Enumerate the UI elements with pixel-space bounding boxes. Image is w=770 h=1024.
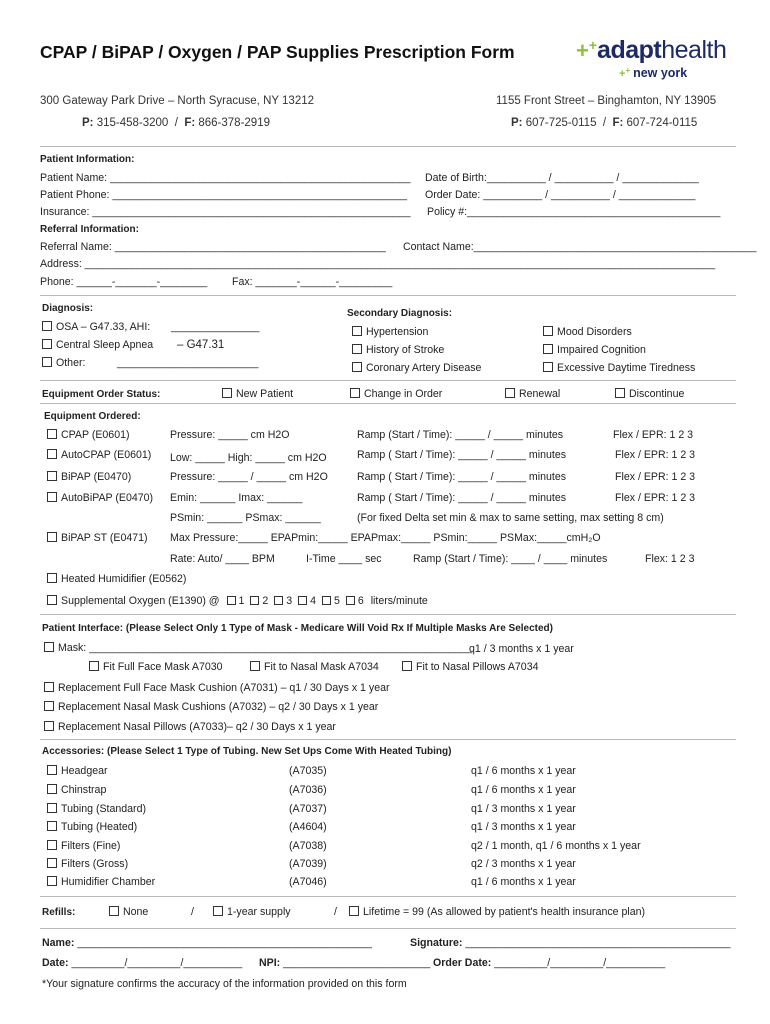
bipap-st-ramp[interactable]: Ramp (Start / Time): ____ / ____ minutes [413,553,608,565]
checkbox[interactable] [42,357,52,367]
accessory-code: (A7036) [289,784,327,796]
dob-field[interactable]: Date of Birth:__________ / __________ / _____________ [425,172,699,184]
referral-fax-field[interactable]: Fax: _______-______-_________ [232,276,393,288]
separator: / [334,906,337,918]
accessory-row[interactable] [47,803,146,815]
o2-checkbox[interactable] [346,596,355,605]
accessory-name: Tubing (Standard) [61,803,146,815]
left-contact: P: 315-458-3200 / F: 866-378-2919 [82,117,270,129]
accessory-name: Filters (Gross) [61,858,129,870]
cpap-option[interactable]: CPAP (E0601) [47,429,130,441]
accessory-name: Filters (Fine) [61,840,121,852]
o2-checkbox[interactable] [322,596,331,605]
checkbox[interactable] [543,362,553,372]
cad-option[interactable]: Coronary Artery Disease [352,362,481,374]
autocpap-flex[interactable]: Flex / EPR: 1 2 3 [615,449,696,461]
logo-subtitle: ++ new york [619,66,688,80]
company-logo: ++adapthealth [576,36,727,64]
accessory-frequency: q1 / 6 months x 1 year [471,876,576,888]
patient-phone-field[interactable]: Patient Phone: __________________________________________________ [40,189,408,201]
checkbox[interactable] [47,573,57,583]
order-date-field[interactable]: Order Date: __________ / __________ / _____________ [425,189,696,201]
checkbox[interactable] [47,821,57,831]
checkbox[interactable] [222,388,232,398]
checkbox[interactable] [44,701,54,711]
cognition-option[interactable]: Impaired Cognition [543,344,646,356]
checkbox[interactable] [47,532,57,542]
bipap-ramp[interactable]: Ramp ( Start / Time): _____ / _____ minutes [357,471,567,483]
oxygen-option[interactable]: Supplemental Oxygen (E1390) @ 1 2 3 4 5 6 liters/minute [47,595,428,607]
checkbox[interactable] [402,661,412,671]
checkbox[interactable] [543,344,553,354]
accessory-row[interactable] [47,821,137,833]
csa-code: – G47.31 [177,339,225,351]
cpap-flex[interactable]: Flex / EPR: 1 2 3 [613,429,694,441]
policy-field[interactable]: Policy #:___________________________________________ [427,206,721,218]
accessory-frequency: q1 / 3 months x 1 year [471,803,576,815]
checkbox[interactable] [42,339,52,349]
bipap-option[interactable]: BiPAP (E0470) [47,471,131,483]
referral-phone-field[interactable]: Phone: ______-_______-________ [40,276,208,288]
autobipap-emin-imax[interactable]: Emin: ______ Imax: ______ [170,492,303,504]
diagnosis-heading: Diagnosis: [42,303,94,314]
csa-option[interactable]: Central Sleep Apnea [42,339,153,351]
other-field[interactable]: ________________________ [117,357,259,369]
cpap-pressure[interactable]: Pressure: _____ cm H2O [170,429,290,441]
o2-checkbox[interactable] [227,596,236,605]
bipap-st-option[interactable]: BiPAP ST (E0471) [47,532,148,544]
divider [40,380,736,381]
divider [40,146,736,147]
checkbox[interactable] [250,661,260,671]
mask-frequency: q1 / 3 months x 1 year [469,643,574,655]
accessory-frequency: q1 / 6 months x 1 year [471,784,576,796]
checkbox[interactable] [543,326,553,336]
contact-name-field[interactable]: Contact Name:________________________________________________ [403,241,757,253]
checkbox[interactable] [505,388,515,398]
accessory-code: (A7037) [289,803,327,815]
checkbox[interactable] [44,642,54,652]
patient-name-field[interactable]: Patient Name: ___________________________________________________ [40,172,411,184]
stroke-option[interactable]: History of Stroke [352,344,444,356]
humidifier-option[interactable]: Heated Humidifier (E0562) [47,573,186,585]
autobipap-option[interactable]: AutoBiPAP (E0470) [47,492,153,504]
accessory-row[interactable] [47,876,155,888]
accessory-code: (A7038) [289,840,327,852]
interface-heading: Patient Interface: (Please Select Only 1 Type of Mask - Medicare Will Void Rx If Multiple Masks Are Selected) [42,623,553,634]
patient-section-heading: Patient Information: [40,154,135,165]
autocpap-low-high[interactable]: Low: _____ High: _____ cm H2O [170,452,327,464]
page-title: CPAP / BiPAP / Oxygen / PAP Supplies Prescription Form [40,42,515,62]
accessory-row[interactable] [47,840,120,852]
checkbox[interactable] [47,429,57,439]
refills-label: Refills: [42,907,76,918]
checkbox[interactable] [352,362,362,372]
checkbox[interactable] [47,595,57,605]
checkbox[interactable] [47,492,57,502]
divider [40,614,736,615]
accessory-name: Chinstrap [61,784,107,796]
insurance-field[interactable]: Insurance: ______________________________________________________ [40,206,411,218]
autocpap-option[interactable]: AutoCPAP (E0601) [47,449,151,461]
mood-option[interactable]: Mood Disorders [543,326,632,338]
hypertension-option[interactable]: Hypertension [352,326,428,338]
secondary-diagnosis-heading: Secondary Diagnosis: [347,308,453,319]
checkbox[interactable] [47,449,57,459]
referral-section-heading: Referral Information: [40,224,139,235]
checkbox[interactable] [47,803,57,813]
new-patient-option[interactable]: New Patient [222,388,293,400]
left-address: 300 Gateway Park Drive – North Syracuse, NY 13212 [40,95,315,107]
accessory-code: (A7035) [289,765,327,777]
change-order-option[interactable]: Change in Order [350,388,442,400]
nasal-mask-option[interactable]: Fit to Nasal Mask A7034 [250,661,379,673]
ahi-field[interactable]: _______________ [171,321,260,333]
accessory-frequency: q2 / 3 months x 1 year [471,858,576,870]
divider [40,896,736,897]
prescriber-name-field[interactable]: Name: __________________________________________________ [42,937,372,949]
checkbox[interactable] [349,906,359,916]
separator: / [191,906,194,918]
bipap-pressure[interactable]: Pressure: _____ / _____ cm H2O [170,471,328,483]
accessory-frequency: q1 / 6 months x 1 year [471,765,576,777]
accessory-name: Humidifier Chamber [61,876,156,888]
accessories-heading: Accessories: (Please Select 1 Type of Tubing. New Set Ups Come With Heated Tubing) [42,746,452,757]
final-order-date-field[interactable]: Order Date: _________/_________/__________ [433,957,666,969]
checkbox[interactable] [47,858,57,868]
accessory-row[interactable] [47,784,106,796]
renewal-option[interactable]: Renewal [505,388,560,400]
checkbox[interactable] [47,876,57,886]
bipap-flex[interactable]: Flex / EPR: 1 2 3 [615,471,696,483]
checkbox[interactable] [89,661,99,671]
checkbox[interactable] [44,682,54,692]
checkbox[interactable] [47,840,57,850]
divider [40,403,736,404]
footnote: *Your signature confirms the accuracy of the information provided on this form [42,978,407,990]
accessory-frequency: q2 / 1 month, q1 / 6 months x 1 year [471,840,641,852]
divider [40,928,736,929]
accessory-row[interactable] [47,765,108,777]
autobipap-ramp[interactable]: Ramp ( Start / Time): _____ / _____ minutes [357,492,567,504]
equipment-heading: Equipment Ordered: [44,411,141,422]
mask-option[interactable]: Mask: _________________________________________________________________ [44,642,472,654]
autobipap-flex[interactable]: Flex / EPR: 1 2 3 [615,492,696,504]
checkbox[interactable] [109,906,119,916]
accessory-frequency: q1 / 3 months x 1 year [471,821,576,833]
checkbox[interactable] [352,344,362,354]
osa-option[interactable]: OSA – G47.33, AHI: [42,321,150,333]
o2-checkbox[interactable] [250,596,259,605]
checkbox[interactable] [352,326,362,336]
refill-none-option[interactable]: None [109,906,148,918]
bipap-st-flex[interactable]: Flex: 1 2 3 [645,553,695,565]
bipap-st-rate[interactable]: Rate: Auto/ ____ BPM [170,553,275,565]
refill-lifetime-option[interactable]: Lifetime = 99 (As allowed by patient's health insurance plan) [349,906,645,918]
tiredness-option[interactable]: Excessive Daytime Tiredness [543,362,695,374]
checkbox[interactable] [47,471,57,481]
o2-checkbox[interactable] [298,596,307,605]
right-address: 1155 Front Street – Binghamton, NY 13905 [496,95,717,107]
o2-checkbox[interactable] [274,596,283,605]
divider [40,295,736,296]
accessory-name: Tubing (Heated) [61,821,138,833]
signature-field[interactable]: Signature: _____________________________________________ [410,937,731,949]
accessory-code: (A4604) [289,821,327,833]
cpap-ramp[interactable]: Ramp (Start / Time): _____ / _____ minutes [357,429,564,441]
autobipap-note: (For fixed Delta set min & max to same setting, max setting 8 cm) [357,512,664,524]
accessory-code: (A7039) [289,858,327,870]
sign-date-field[interactable]: Date: _________/_________/__________ [42,957,243,969]
full-face-option[interactable]: Fit Full Face Mask A7030 [89,661,223,673]
divider [40,739,736,740]
bipap-st-itime[interactable]: I-Time ____ sec [306,553,382,565]
accessory-name: Headgear [61,765,108,777]
npi-field[interactable]: NPI: _________________________ [259,957,431,969]
autocpap-ramp[interactable]: Ramp ( Start / Time): _____ / _____ minutes [357,449,567,461]
autobipap-ps[interactable]: PSmin: ______ PSmax: ______ [170,512,321,524]
accessory-row[interactable] [47,858,128,870]
discontinue-option[interactable]: Discontinue [615,388,684,400]
bipap-st-pressures[interactable]: Max Pressure:_____ EPAPmin:_____ EPAPmax:_____ PSmin:_____ PSMax:_____cmH₂O [170,532,601,544]
checkbox[interactable] [44,721,54,731]
nasal-pillows-replacement-option[interactable]: Replacement Nasal Pillows (A7033)– q2 / 30 Days x 1 year [44,721,336,733]
order-status-label: Equipment Order Status: [42,389,161,400]
right-contact: P: 607-725-0115 / F: 607-724-0115 [511,117,698,129]
accessory-code: (A7046) [289,876,327,888]
full-face-cushion-option[interactable]: Replacement Full Face Mask Cushion (A7031) – q1 / 30 Days x 1 year [44,682,390,694]
checkbox[interactable] [42,321,52,331]
refill-one-year-option[interactable]: 1-year supply [213,906,291,918]
plus-icon: + [576,38,589,63]
address-field[interactable]: Address: ___________________________________________________________________________________________________________ [40,258,716,270]
nasal-pillows-option[interactable]: Fit to Nasal Pillows A7034 [402,661,538,673]
other-option[interactable]: Other: [42,357,85,369]
checkbox[interactable] [350,388,360,398]
checkbox[interactable] [615,388,625,398]
nasal-cushion-option[interactable]: Replacement Nasal Mask Cushions (A7032) – q2 / 30 Days x 1 year [44,701,378,713]
referral-name-field[interactable]: Referral Name: ______________________________________________ [40,241,386,253]
checkbox[interactable] [47,784,57,794]
checkbox[interactable] [47,765,57,775]
checkbox[interactable] [213,906,223,916]
